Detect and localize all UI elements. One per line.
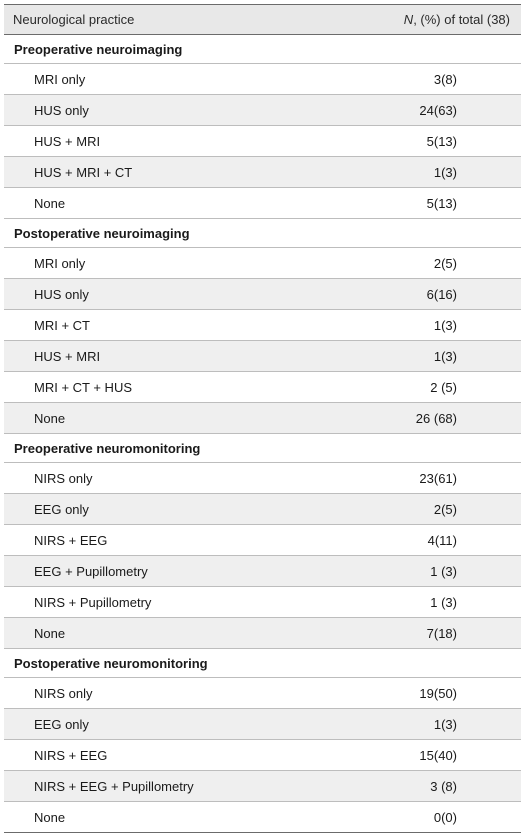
row-label: NIRS only bbox=[34, 685, 93, 701]
row-label: HUS + MRI bbox=[34, 133, 101, 149]
table-row bbox=[4, 556, 521, 587]
row-label: MRI only bbox=[34, 71, 86, 87]
row-label: MRI only bbox=[34, 255, 86, 271]
row-value: 1(3) bbox=[433, 716, 457, 732]
row-value: 1(3) bbox=[433, 348, 457, 364]
row-value: 2 (5) bbox=[430, 379, 457, 395]
table-row bbox=[4, 248, 521, 279]
row-value: 1(3) bbox=[433, 164, 457, 180]
row-value: 4(11) bbox=[427, 532, 457, 548]
table-row bbox=[4, 802, 521, 833]
row-label: MRI + CT bbox=[34, 317, 90, 333]
row-value: 3 (8) bbox=[430, 778, 457, 794]
row-value: 1 (3) bbox=[430, 563, 457, 579]
section-heading bbox=[4, 219, 521, 248]
row-label: NIRS + EEG bbox=[34, 747, 108, 763]
table-body bbox=[4, 35, 521, 833]
header-n-symbol: N bbox=[403, 12, 414, 27]
table-row bbox=[4, 95, 521, 126]
section-title: Postoperative neuromonitoring bbox=[14, 655, 208, 671]
section-title: Preoperative neuromonitoring bbox=[14, 440, 201, 456]
neuro-practice-table bbox=[4, 4, 521, 833]
table-row bbox=[4, 494, 521, 525]
row-value: 26 (68) bbox=[415, 410, 457, 426]
row-value: 5(13) bbox=[426, 133, 457, 149]
row-label: None bbox=[34, 195, 66, 211]
row-label: EEG only bbox=[34, 716, 89, 732]
row-value: 6(16) bbox=[426, 286, 457, 302]
table-row bbox=[4, 279, 521, 310]
row-label: None bbox=[34, 809, 66, 825]
table-row bbox=[4, 310, 521, 341]
row-value: 1 (3) bbox=[430, 594, 457, 610]
section-title: Postoperative neuroimaging bbox=[14, 225, 190, 241]
row-label: None bbox=[34, 625, 66, 641]
row-label: None bbox=[34, 410, 66, 426]
row-label: NIRS + EEG bbox=[34, 532, 108, 548]
table-row bbox=[4, 157, 521, 188]
row-label: EEG only bbox=[34, 501, 89, 517]
row-value: 2(5) bbox=[433, 255, 457, 271]
table-row bbox=[4, 740, 521, 771]
header-practice-label: Neurological practice bbox=[13, 12, 135, 27]
table-row bbox=[4, 525, 521, 556]
section-heading bbox=[4, 434, 521, 463]
row-label: NIRS + EEG + Pupillometry bbox=[34, 778, 194, 794]
row-value: 2(5) bbox=[433, 501, 457, 517]
header-count-label bbox=[404, 12, 510, 27]
row-label: MRI + CT + HUS bbox=[34, 379, 133, 395]
row-value: 7(18) bbox=[426, 625, 457, 641]
table-row bbox=[4, 64, 521, 95]
row-value: 1(3) bbox=[433, 317, 457, 333]
row-value: 3(8) bbox=[433, 71, 457, 87]
row-label: NIRS + Pupillometry bbox=[34, 594, 152, 610]
row-value: 15(40) bbox=[419, 747, 457, 763]
row-value: 23(61) bbox=[419, 470, 457, 486]
row-label: HUS + MRI bbox=[34, 348, 101, 364]
table-row bbox=[4, 771, 521, 802]
section-title: Preoperative neuroimaging bbox=[14, 41, 183, 57]
section-heading bbox=[4, 35, 521, 64]
table-row bbox=[4, 463, 521, 494]
table-row bbox=[4, 709, 521, 740]
row-label: NIRS only bbox=[34, 470, 93, 486]
header-count-rest: , (%) of total (38) bbox=[413, 12, 510, 27]
table-row bbox=[4, 403, 521, 434]
row-label: HUS only bbox=[34, 286, 89, 302]
row-label: HUS + MRI + CT bbox=[34, 164, 133, 180]
row-label: HUS only bbox=[34, 102, 89, 118]
table-row bbox=[4, 678, 521, 709]
row-value: 0(0) bbox=[433, 809, 457, 825]
row-label: EEG + Pupillometry bbox=[34, 563, 148, 579]
table-header bbox=[4, 4, 521, 35]
row-value: 5(13) bbox=[426, 195, 457, 211]
table-row bbox=[4, 341, 521, 372]
table-row bbox=[4, 372, 521, 403]
row-value: 24(63) bbox=[419, 102, 457, 118]
table-row bbox=[4, 618, 521, 649]
table-row bbox=[4, 188, 521, 219]
table-row bbox=[4, 587, 521, 618]
section-heading bbox=[4, 649, 521, 678]
table-row bbox=[4, 126, 521, 157]
row-value: 19(50) bbox=[419, 685, 457, 701]
